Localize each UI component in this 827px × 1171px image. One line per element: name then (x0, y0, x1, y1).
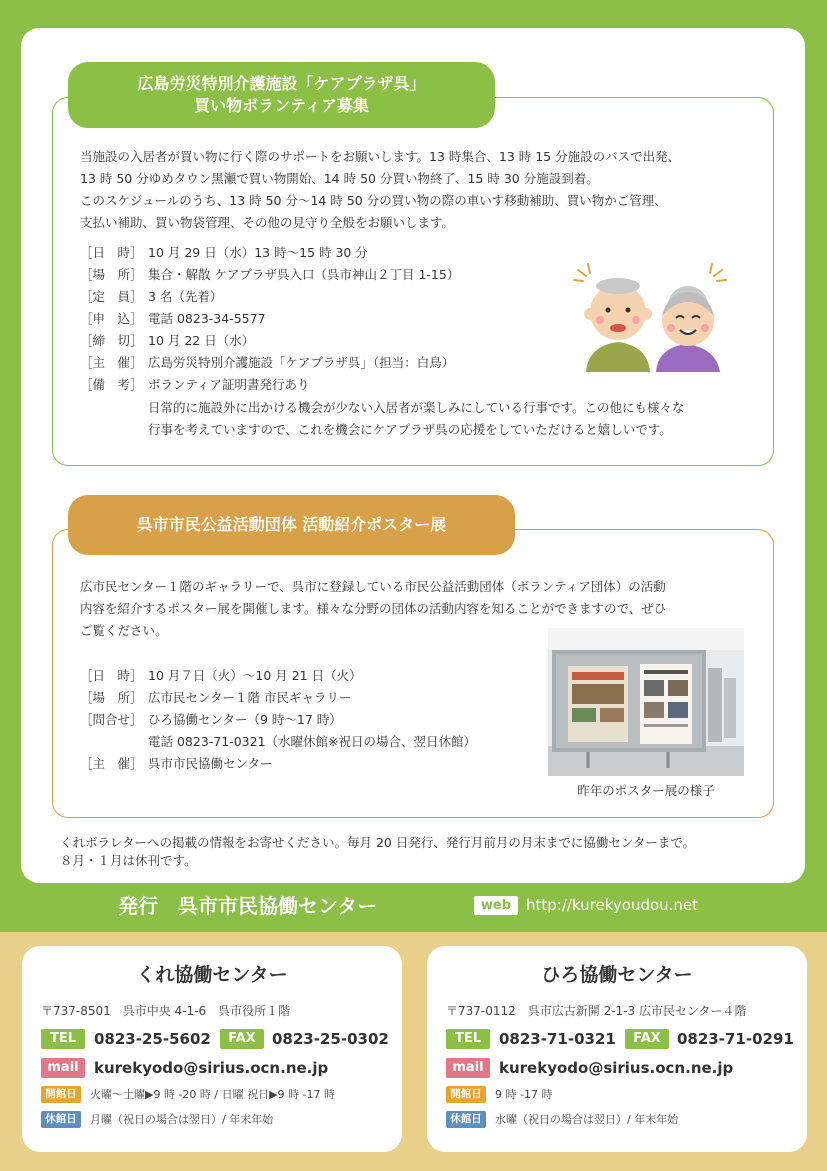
mail-label: mail (446, 1058, 490, 1078)
detail-row-place: ［場 所］ 集合・解散 ケアプラザ呉入口（呉市神山２丁目 1-15） (80, 267, 460, 282)
detail-row-deadline: ［締 切］ 10 月 22 日（水） (80, 333, 255, 348)
center-name: くれ協働センター (136, 964, 288, 986)
detail-row-capacity: ［定 員］ 3 名（先着） (80, 289, 223, 304)
open-hours: 火曜～土曜▶9 時 -20 時 / 日曜 祝日▶9 時 -17 時 (90, 1088, 336, 1101)
mail-label: mail (41, 1058, 85, 1078)
closed-days: 月曜（祝日の場合は翌日）/ 年末年始 (90, 1113, 274, 1126)
submission-note: くれボラレターへの掲載の情報をお寄せください。毎月 20 日発行、発行月前月の月末までに協働センターまで。 ８月・１月は休刊です。 (60, 835, 696, 868)
poster-exhibition-photo (548, 628, 744, 776)
exhibition-intro: 広市民センター１階のギャラリーで、呉市に登録している市民公益活動団体（ボランティア団体）の活動 内容を紹介するポスター展を開催します。様々な分野の団体の活動内容を知ることができますので、ぜひ ご覧ください。 (80, 579, 667, 638)
exhibition-row-contact: ［問合せ］ ひろ協働センター（9 時～17 時） (80, 712, 342, 727)
exhibition-row-phone: 電話 0823-71-0321（水曜休館※祝日の場合、翌日休館） (148, 734, 476, 749)
detail-row-organizer: ［主 催］ 広島労災特別介護施設「ケアプラザ呉」（担当：白鳥） (80, 355, 455, 370)
intro-paragraph: 当施設の入居者が買い物に行く際のサポートをお願いします。13 時集合、13 時 15 分施設のバスで出発、 13 時 50 分ゆめタウン黒瀬で買い物開始、14 時 50 分買い物終了、15 時 30 分施設到着。 このスケジュールのうち、13 時 50 分～14 時 50 分の買い物の際の車いす移動補助、買い物かご管理、 支払い補助、買い物袋管理、その他の見守り全般をお願いします。 (80, 149, 681, 230)
fax-label: FAX (625, 1029, 669, 1049)
photo-caption: 昨年のポスター展の様子 (577, 783, 715, 798)
tel-label: TEL (41, 1029, 85, 1049)
open-days-label: 開館日 (41, 1086, 81, 1103)
hiro-center-card (427, 946, 807, 1152)
fax-number: 0823-71-0291 (677, 1030, 794, 1048)
fax-number: 0823-25-0302 (272, 1030, 389, 1048)
open-hours: 9 時 -17 時 (495, 1088, 553, 1101)
fax-label: FAX (220, 1029, 264, 1049)
heading-line-1: 広島労災特別介護施設「ケアプラザ呉」 (137, 74, 426, 93)
open-days-label: 開館日 (446, 1086, 486, 1103)
web-badge: web (474, 896, 518, 915)
closed-days-label: 休館日 (41, 1111, 81, 1128)
mail-address[interactable]: kurekyodo@sirius.ocn.ne.jp (94, 1059, 329, 1077)
center-address: 〒737-0112 呉市広古新開 2-1-3 広市民センター４階 (446, 1004, 747, 1018)
exhibition-row-organizer: ［主 催］ 呉市市民協働センター (80, 756, 273, 771)
detail-row-apply: ［申 込］ 電話 0823-34-5577 (80, 311, 266, 326)
exhibition-row-place: ［場 所］ 広市民センター１階 市民ギャラリー (80, 690, 352, 705)
publisher-label: 発行 呉市市民協働センター (118, 894, 378, 918)
tel-number[interactable]: 0823-71-0321 (499, 1030, 616, 1048)
website-link[interactable]: http://kurekyoudou.net (526, 896, 699, 914)
kure-center-card (22, 946, 402, 1152)
volunteer-recruitment-heading (68, 62, 495, 128)
exhibition-row-datetime: ［日 時］ 10 月７日（火）～10 月 21 日（火） (80, 668, 362, 683)
mail-address[interactable]: kurekyodo@sirius.ocn.ne.jp (499, 1059, 734, 1077)
tel-number[interactable]: 0823-25-5602 (94, 1030, 211, 1048)
elderly-couple-illustration (570, 262, 730, 372)
center-name: ひろ協働センター (541, 964, 693, 986)
closed-days-label: 休館日 (446, 1111, 486, 1128)
remarks-note: 日常的に施設外に出かける機会が少ない入居者が楽しみにしている行事です。この他にも様々な 行事を考えていますので、これを機会にケアプラザ呉の応援をしていただけると嬉しいです。 (148, 400, 685, 437)
poster-exhibition-heading: 呉市市民公益活動団体 活動紹介ポスター展 (68, 495, 515, 555)
heading-line-2: 買い物ボランティア募集 (194, 96, 369, 115)
tel-label: TEL (446, 1029, 490, 1049)
detail-row-remarks: ［備 考］ ボランティア証明書発行あり (80, 377, 310, 392)
center-address: 〒737-8501 呉市中央 4-1-6 呉市役所１階 (41, 1004, 291, 1018)
detail-row-datetime: ［日 時］ 10 月 29 日（水）13 時～15 時 30 分 (80, 245, 368, 260)
closed-days: 水曜（祝日の場合は翌日）/ 年末年始 (495, 1113, 679, 1126)
